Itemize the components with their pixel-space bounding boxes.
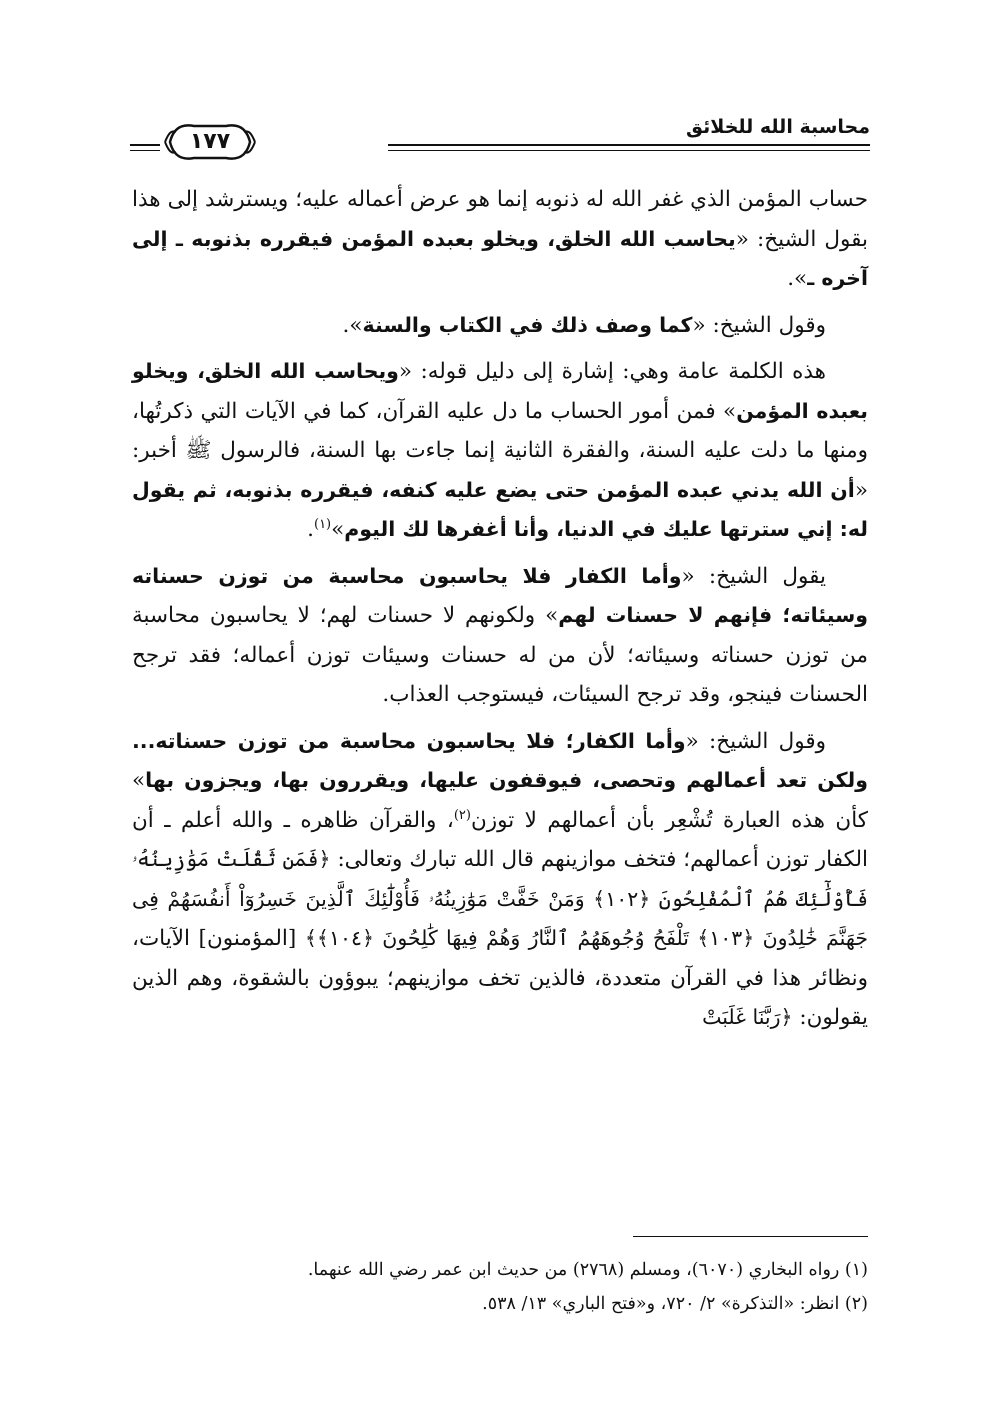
footnote-ref-1: (١) (313, 517, 332, 532)
paragraph-1: حساب المؤمن الذي غفر الله له ذنوبه إنما هو عرض أعماله عليه؛ ويسترشد إلى هذا بقول الشيخ: «يحاسب الله الخلق، ويخلو بعبده المؤمن فيقرره بذنوبه ـ إلى آخره ـ». (132, 187, 868, 291)
footnote-1: (١) رواه البخاري (٦٠٧٠)، ومسلم (٢٧٦٨) من حديث ابن عمر رضي الله عنهما. (307, 1260, 868, 1280)
paragraph-4: يقول الشيخ: «وأما الكفار فلا يحاسبون محاسبة من توزن حسناته وسيئاته؛ فإنهم لا حسنات لهم» ولكونهم لا حسنات لهم؛ لا يحاسبون محاسبة من توزن حسناته وسيئاته؛ لأن من له حسنات وسيئات توزن أعماله؛ فقد ترجح الحسنات فينجو، وقد ترجح السيئات، فيستوجب العذاب. (132, 563, 869, 707)
footnote-separator (633, 1236, 868, 1237)
quran-verse-continued: ﴿رَبَّنَا غَلَبَتْ (702, 1005, 793, 1029)
paragraph-3: هذه الكلمة عامة وهي: إشارة إلى دليل قوله: «ويحاسب الله الخلق، ويخلو بعبده المؤمن» فمن أمور الحساب ما دل عليه القرآن، كما في الآيات التي ذكرتُها، ومنها ما دلت عليه السنة، والفقرة الثانية إنما جاءت بها السنة، فالرسول ﷺ أخبر: «أن الله يدني عبده المؤمن حتى يضع عليه كنفه، فيقرره بذنوبه، ثم يقول له: إني سترتها عليك في الدنيا، وأنا أغفرها لك اليوم»$^{(١)}$. (132, 359, 868, 542)
running-title: محاسبة الله للخلائق (686, 116, 870, 138)
footnote-2: (٢) انظر: «التذكرة» ٢/ ٧٢٠، و«فتح الباري» ١٣/ ٥٣٨. (482, 1294, 868, 1314)
footnote-ref-2: (٢) (453, 807, 471, 823)
footnotes (132, 1253, 868, 1321)
quran-verse: ﴿فَمَن ثَقُلَتْ مَوَٰزِينُهُۥ فَأُوْلَٰٓئِكَ هُمُ ٱلْمُفْلِحُونَ ﴿١٠٢﴾ وَمَنْ خَفَّتْ مَوَٰزِينُهُۥ فَأُوْلَٰٓئِكَ ٱلَّذِينَ خَسِرُوٓاْ أَنفُسَهُمْ فِى جَهَنَّمَ خَٰلِدُونَ ﴿١٠٣﴾ تَلْفَحُ وُجُوهَهُمُ ٱلنَّارُ وَهُمْ فِيهَا كَٰلِحُونَ ﴿١٠٤﴾﴾ (132, 847, 869, 950)
header-rule-right (388, 144, 870, 151)
page-number-badge (164, 120, 256, 164)
paragraph-2: وقول الشيخ: «كما وصف ذلك في الكتاب والسنة». (342, 312, 826, 338)
page-header (130, 108, 870, 164)
main-text (132, 180, 868, 1038)
page-number: ١٧٧ (189, 129, 231, 154)
paragraph-5: وقول الشيخ: «وأما الكفار؛ فلا يحاسبون محاسبة من توزن حسناته... ولكن تعد أعمالهم وتحصى، فيوقفون عليها، ويقررون بها، ويجزون بها» كأن هذه العبارة تُشْعِر بأن أعمالهم لا توزن$^{(٢)}$، والقرآن ظاهره ـ والله أعلم ـ أن الكفار توزن أعمالهم؛ فتخف موازينهم قال الله تبارك وتعالى: ﴿فَمَن ثَقُلَتْ مَوَٰزِينُهُۥ فَأُوْلَٰٓئِكَ هُمُ ٱلْمُفْلِحُونَ ﴿١٠٢﴾ وَمَنْ خَفَّتْ مَوَٰزِينُهُۥ فَأُوْلَٰٓئِكَ ٱلَّذِينَ خَسِرُوٓاْ أَنفُسَهُمْ فِى جَهَنَّمَ خَٰلِدُونَ ﴿١٠٣﴾ تَلْفَحُ وُجُوهَهُمُ ٱلنَّارُ وَهُمْ فِيهَا كَٰلِحُونَ ﴿١٠٤﴾﴾ [المؤمنون] الآيات، ونظائر هذا في القرآن متعددة، فالذين تخف موازينهم؛ يبوؤون بالشقوة، وهم الذين يقولون: ﴿رَبَّنَا غَلَبَتْ (132, 728, 869, 1030)
header-rule-left (130, 144, 160, 151)
